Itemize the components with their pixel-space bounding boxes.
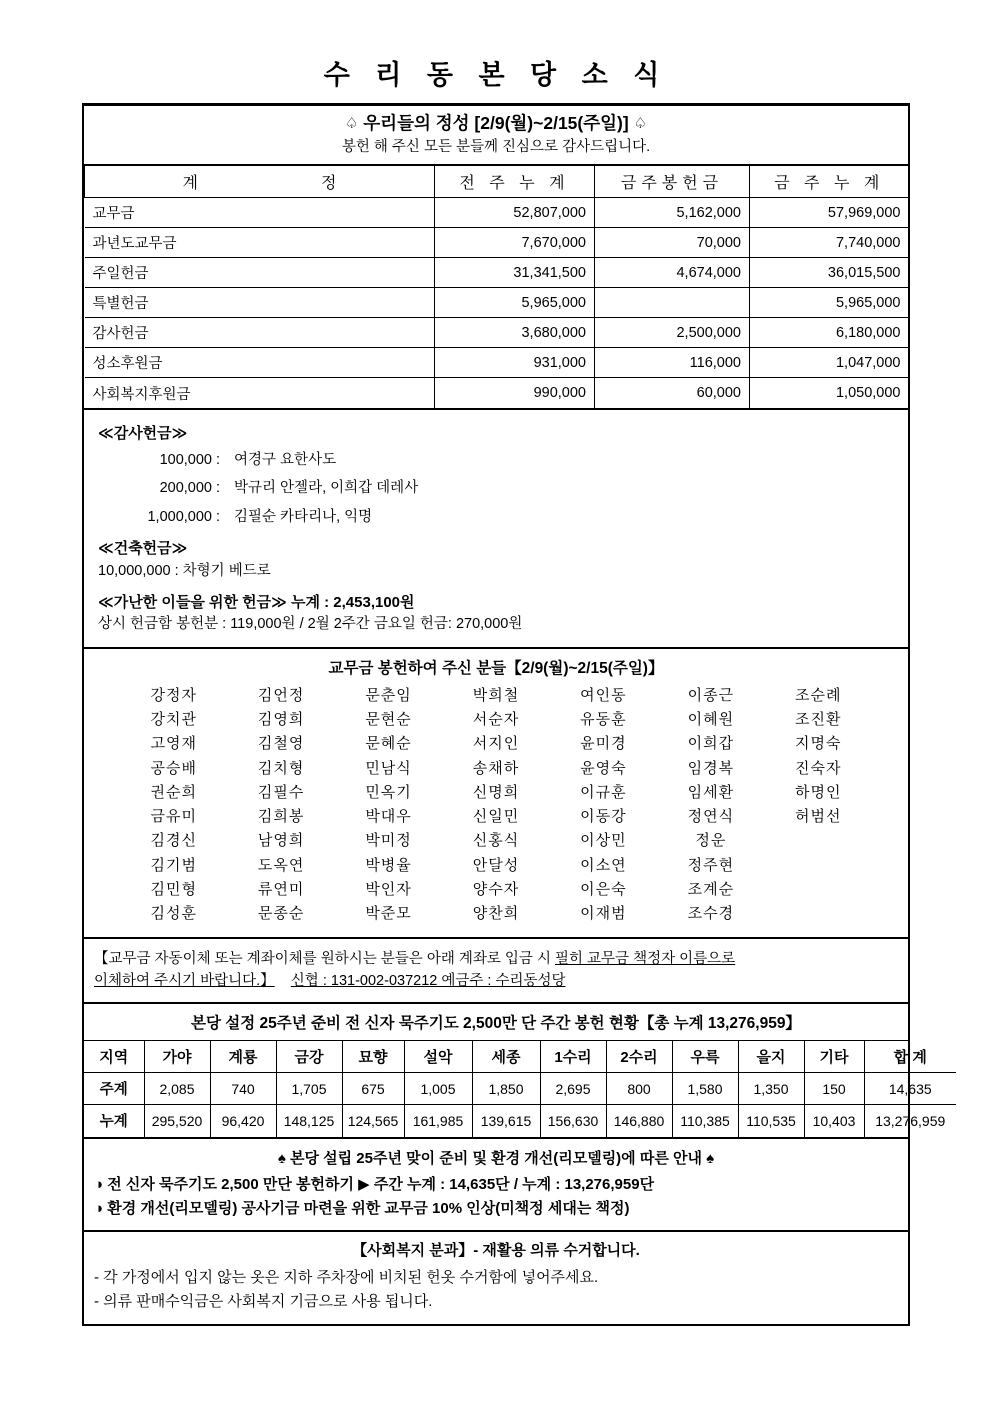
account-number-text: 신협 : 131-002-037212 예금주 : 수리동성당 (290, 973, 566, 990)
region-weekly-label: 주계 (84, 1073, 144, 1105)
welfare-line-1: - 각 가정에서 입지 않는 옷은 지하 주차장에 비치된 헌옷 수거함에 넣어주세요. (94, 1269, 599, 1287)
contributor-name: 양수자 (472, 881, 520, 899)
donation-names: 박규리 안젤라, 이희갑 데레사 (234, 480, 419, 497)
contributor-name: 권순희 (150, 783, 197, 801)
contributor-name: 지명숙 (795, 735, 842, 753)
account-notice-section (84, 937, 908, 1002)
contributor-name: 김영희 (257, 710, 305, 728)
contributor-name: 김철영 (257, 735, 305, 753)
list-item (98, 509, 894, 526)
contributor-name: 문혜순 (365, 735, 412, 753)
region-cumulative-cell: 156,630 (540, 1105, 606, 1137)
region-col-header: 2수리 (606, 1041, 672, 1073)
contributor-name: 임경복 (687, 759, 735, 777)
account-notice-line1-a: 【교무금 자동이체 또는 계좌이체를 원하시는 분들은 아래 계좌로 입금 시 (94, 950, 555, 967)
contributor-name: 민옥기 (365, 783, 412, 801)
contributor-name: 남영희 (257, 832, 305, 850)
table-row (85, 288, 909, 318)
region-cumulative-cell: 124,565 (342, 1105, 404, 1137)
region-header-row (84, 1041, 956, 1073)
finance-col-item-right: 정 (321, 175, 337, 193)
contributor-name: 박미정 (365, 832, 412, 850)
finance-prev-total: 7,670,000 (435, 228, 595, 258)
region-weekly-cell: 740 (210, 1073, 276, 1105)
contributor-name: 송채하 (472, 759, 520, 777)
contributors-section (84, 647, 908, 937)
donation-colon: : (216, 480, 221, 497)
banner-title-text: 우리들의 정성 [2/9(월)~2/15(주일)] (363, 113, 629, 133)
finance-this-week: 60,000 (595, 378, 750, 408)
announcement-line-1 (94, 1173, 898, 1197)
bullet-icon-1: ◑ (94, 1175, 104, 1193)
contributor-name: 박희철 (472, 686, 520, 704)
contributor-name: 여인동 (580, 686, 627, 704)
finance-this-week: 70,000 (595, 228, 750, 258)
table-row (85, 378, 909, 408)
donation-colon: : (216, 451, 221, 468)
account-notice-line2-a: 이체하여 주시기 바랍니다.】 (94, 973, 275, 990)
spade-right-icon: ♤ (633, 115, 648, 132)
finance-this-total: 6,180,000 (750, 318, 909, 348)
donation-amount: 200,000 (159, 480, 212, 497)
region-cumulative-cell: 146,880 (606, 1105, 672, 1137)
contributor-name: 서지인 (472, 735, 520, 753)
contributor-name: 김성훈 (150, 905, 197, 923)
anniversary-title: 본당 설정 25주년 준비 전 신자 묵주기도 2,500만 단 주간 봉헌 현황【총 누계 13,276,959】 (84, 1004, 908, 1041)
table-row (85, 228, 909, 258)
spade-notice-right-icon: ♠ (706, 1149, 715, 1167)
contributor-name: 조수경 (687, 905, 735, 923)
table-row (85, 198, 909, 228)
donation-amount: 1,000,000 (147, 508, 212, 525)
region-cumulative-cell: 139,615 (472, 1105, 540, 1137)
region-cumulative-row (84, 1105, 956, 1137)
contributor-name: 진숙자 (795, 759, 842, 777)
region-weekly-cell: 14,635 (864, 1073, 956, 1105)
announcement-heading (94, 1147, 898, 1171)
contributor-name: 정운 (695, 832, 727, 850)
finance-item-name: 주일헌금 (85, 258, 435, 288)
contributor-name: 이종근 (687, 686, 735, 704)
contributor-name: 김필수 (257, 783, 305, 801)
contributor-name: 김언정 (257, 686, 305, 704)
contributor-name: 유동훈 (580, 710, 627, 728)
finance-this-week: 2,500,000 (595, 318, 750, 348)
contributor-name: 김치형 (257, 759, 305, 777)
region-weekly-cell: 800 (606, 1073, 672, 1105)
contributor-name: 조계순 (687, 881, 735, 899)
contributor-name: 박병율 (365, 856, 412, 874)
region-cumulative-cell: 10,403 (804, 1105, 864, 1137)
contributor-name: 서순자 (472, 710, 520, 728)
contributor-name: 이재범 (580, 905, 627, 923)
region-cumulative-cell: 13,276,959 (864, 1105, 956, 1137)
finance-col-prev-total: 전 주 누 계 (435, 166, 595, 198)
contributor-name: 조진환 (795, 710, 842, 728)
announcement-line-1-text: 전 신자 묵주기도 2,500 만단 봉헌하기 ▶ 주간 누계 : 14,635단 / 누계 : 13,276,959단 (107, 1175, 655, 1193)
region-cumulative-cell: 148,125 (276, 1105, 342, 1137)
finance-col-item-left: 계 (182, 175, 198, 193)
offering-banner (84, 106, 908, 166)
contributor-name: 신홍식 (472, 832, 520, 850)
finance-item-name: 감사헌금 (85, 318, 435, 348)
contributor-name: 류연미 (257, 881, 305, 899)
contributor-name: 이소연 (580, 856, 627, 874)
contributors-title: 교무금 봉헌하여 주신 분들【2/9(월)~2/15(주일)】 (328, 659, 664, 677)
banner-subtitle: 봉헌 해 주신 모든 분들께 진심으로 감사드립니다. (341, 138, 651, 155)
finance-this-week: 4,674,000 (595, 258, 750, 288)
welfare-title: 【사회복지 분과】- 재활용 의류 수거합니다. (352, 1242, 640, 1260)
contributor-name: 박대우 (365, 808, 412, 826)
contributor-name: 공승배 (150, 759, 197, 777)
region-cumulative-label: 누계 (84, 1105, 144, 1137)
list-item (98, 452, 894, 469)
region-weekly-cell: 1,850 (472, 1073, 540, 1105)
region-weekly-cell: 1,580 (672, 1073, 738, 1105)
finance-header-row (85, 166, 909, 198)
donation-colon: : (216, 508, 221, 525)
contributor-name: 문춘임 (365, 686, 412, 704)
table-row (85, 318, 909, 348)
donation-names: 여경구 요한사도 (234, 451, 337, 468)
finance-this-total: 7,740,000 (750, 228, 909, 258)
bulletin-frame (82, 103, 946, 1326)
contributor-name: 문현순 (365, 710, 412, 728)
region-col-label: 지역 (84, 1041, 144, 1073)
finance-this-week (595, 288, 750, 318)
anniversary-section (84, 1002, 946, 1137)
welfare-line-2: - 의류 판매수익금은 사회복지 기금으로 사용 됩니다. (94, 1293, 433, 1311)
contributor-name (765, 878, 872, 902)
page-title: 수 리 동 본 당 소 식 (323, 60, 669, 90)
contributor-name: 김민형 (150, 881, 197, 899)
contributor-name: 정연식 (687, 808, 735, 826)
contributor-name: 김희봉 (257, 808, 305, 826)
region-weekly-cell: 675 (342, 1073, 404, 1105)
contributors-name-grid (84, 684, 908, 937)
contributor-name: 김기범 (150, 856, 197, 874)
finance-prev-total: 5,965,000 (435, 288, 595, 318)
contributor-name: 고영재 (150, 735, 197, 753)
region-col-header: 우륵 (672, 1041, 738, 1073)
finance-item-name: 사회복지후원금 (85, 378, 435, 408)
region-col-header: 기타 (804, 1041, 864, 1073)
finance-item-name: 성소후원금 (85, 348, 435, 378)
finance-item-name: 특별헌금 (85, 288, 435, 318)
contributor-name: 김경신 (150, 832, 197, 850)
contributor-name: 이희갑 (687, 735, 735, 753)
contributor-name: 금유미 (150, 808, 197, 826)
poor-offering-note: 상시 헌금함 봉헌분 : 119,000원 / 2월 2주간 금요일 헌금: 270,000원 (98, 615, 523, 632)
finance-prev-total: 52,807,000 (435, 198, 595, 228)
contributor-name: 정주현 (687, 856, 735, 874)
donation-amount: 100,000 (159, 451, 212, 468)
donation-details-section (84, 408, 908, 647)
contributor-name: 박준모 (365, 905, 412, 923)
region-cumulative-cell: 110,535 (738, 1105, 804, 1137)
poor-offering-heading: ≪가난한 이들을 위한 헌금≫ 누계 : 2,453,100원 (98, 593, 415, 611)
table-row (85, 348, 909, 378)
building-offering-row: 10,000,000 : 차형기 베드로 (98, 563, 271, 580)
thanks-offering-list (98, 452, 894, 526)
welfare-section (84, 1230, 908, 1324)
account-notice-line1-b: 필히 교무금 책정자 이름으로 (555, 950, 736, 967)
region-col-header: 묘향 (342, 1041, 404, 1073)
contributor-name: 박인자 (365, 881, 412, 899)
finance-prev-total: 31,341,500 (435, 258, 595, 288)
region-col-header: 설악 (404, 1041, 472, 1073)
bullet-icon-2: ◑ (94, 1200, 104, 1218)
finance-this-total: 36,015,500 (750, 258, 909, 288)
announcement-heading-text: 본당 설립 25주년 맞이 준비 및 환경 개선(리모델링)에 따른 안내 (290, 1149, 702, 1167)
thanks-offering-heading: ≪감사헌금≫ (98, 424, 188, 442)
finance-this-total: 1,047,000 (750, 348, 909, 378)
contributor-name (765, 829, 872, 853)
contributor-name: 강정자 (150, 686, 197, 704)
contributor-name: 강치관 (150, 710, 197, 728)
finance-col-this-week: 금주봉헌금 (595, 166, 750, 198)
contributor-name: 민남식 (365, 759, 412, 777)
contributor-name: 이동강 (580, 808, 627, 826)
region-cumulative-cell: 96,420 (210, 1105, 276, 1137)
region-cumulative-cell: 110,385 (672, 1105, 738, 1137)
region-col-header: 가야 (144, 1041, 210, 1073)
finance-prev-total: 990,000 (435, 378, 595, 408)
region-weekly-cell: 150 (804, 1073, 864, 1105)
finance-col-this-total: 금 주 누 계 (750, 166, 909, 198)
finance-this-total: 1,050,000 (750, 378, 909, 408)
contributor-name: 문종순 (257, 905, 305, 923)
contributor-name: 이규훈 (580, 783, 627, 801)
region-weekly-cell: 1,350 (738, 1073, 804, 1105)
finance-this-week: 116,000 (595, 348, 750, 378)
region-col-header: 계룡 (210, 1041, 276, 1073)
contributor-name: 신일민 (472, 808, 520, 826)
finance-table (84, 166, 909, 408)
region-weekly-cell: 1,705 (276, 1073, 342, 1105)
finance-item-name: 교무금 (85, 198, 435, 228)
finance-this-total: 5,965,000 (750, 288, 909, 318)
region-offering-table (84, 1041, 956, 1137)
table-row (85, 258, 909, 288)
finance-prev-total: 931,000 (435, 348, 595, 378)
announcement-line-2 (94, 1197, 898, 1221)
region-weekly-cell: 1,005 (404, 1073, 472, 1105)
contributor-name: 임세환 (687, 783, 735, 801)
region-col-header: 1수리 (540, 1041, 606, 1073)
spade-notice-left-icon: ♠ (277, 1149, 286, 1167)
contributor-name: 신명희 (472, 783, 520, 801)
building-offering-heading: ≪건축헌금≫ (98, 540, 188, 558)
region-col-header: 세종 (472, 1041, 540, 1073)
contributor-name: 양찬희 (472, 905, 520, 923)
contributor-name (765, 902, 872, 926)
contributor-name: 조순례 (795, 686, 842, 704)
contributor-name (765, 854, 872, 878)
contributor-name: 윤미경 (580, 735, 627, 753)
region-weekly-cell: 2,085 (144, 1073, 210, 1105)
finance-item-name: 과년도교무금 (85, 228, 435, 258)
finance-table-body (85, 198, 909, 408)
finance-this-week: 5,162,000 (595, 198, 750, 228)
region-cumulative-cell: 161,985 (404, 1105, 472, 1137)
contributor-name: 이은숙 (580, 881, 627, 899)
finance-prev-total: 3,680,000 (435, 318, 595, 348)
region-col-header: 금강 (276, 1041, 342, 1073)
contributor-name: 이혜원 (687, 710, 735, 728)
donation-names: 김필순 카타리나, 익명 (234, 508, 373, 525)
announcement-section (84, 1137, 908, 1231)
contributor-name: 이상민 (580, 832, 627, 850)
contributor-name: 허범선 (795, 808, 842, 826)
region-cumulative-cell: 295,520 (144, 1105, 210, 1137)
contributor-name: 윤영숙 (580, 759, 627, 777)
finance-col-item (85, 166, 435, 198)
contributor-name: 도옥연 (257, 856, 305, 874)
contributor-name: 하명인 (795, 783, 842, 801)
spade-left-icon: ♤ (344, 115, 359, 132)
region-col-header: 을지 (738, 1041, 804, 1073)
region-weekly-row (84, 1073, 956, 1105)
region-col-header: 합 계 (864, 1041, 956, 1073)
banner-main-line (84, 112, 908, 136)
finance-this-total: 57,969,000 (750, 198, 909, 228)
announcement-line-2-text: 환경 개선(리모델링) 공사기금 마련을 위한 교무금 10% 인상(미책정 세대는 책정) (107, 1200, 630, 1218)
region-weekly-cell: 2,695 (540, 1073, 606, 1105)
list-item (98, 480, 894, 497)
contributor-name: 안달성 (472, 856, 520, 874)
